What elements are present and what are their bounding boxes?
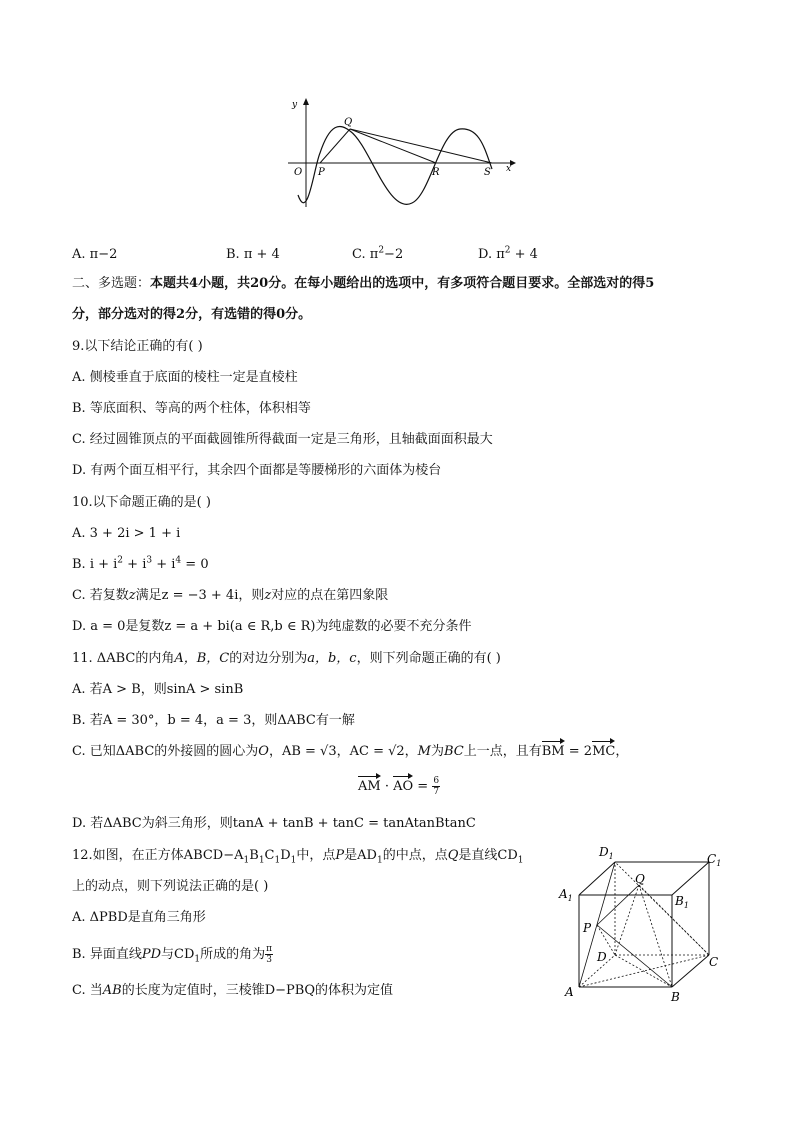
label-x: x bbox=[506, 164, 512, 174]
sine-curve bbox=[298, 126, 492, 204]
q10-option-c: C. 若复数z满足z = −3 + 4i，则z对应的点在第四象限 bbox=[72, 588, 389, 603]
q11-option-b: B. 若A = 30°，b = 4，a = 3，则ΔABC有一解 bbox=[72, 713, 355, 728]
q8-option-c: C. $\pi^2-2$ bbox=[352, 245, 404, 262]
vector-mc: MC bbox=[592, 744, 616, 759]
label-r: R bbox=[432, 167, 440, 178]
cube-label-a1: $A_1$ bbox=[559, 887, 573, 903]
cube-label-q: Q bbox=[635, 872, 645, 886]
sine-graph-figure bbox=[280, 95, 520, 215]
cube-label-a: A bbox=[565, 985, 574, 999]
q11-option-d: D. 若ΔABC为斜三角形，则tanA + tanB + tanC = tanAtanBtanC bbox=[72, 816, 476, 831]
cube-figure bbox=[555, 840, 735, 1010]
y-axis-arrow bbox=[303, 98, 309, 105]
label-q: Q bbox=[344, 117, 353, 128]
segment-q-s bbox=[350, 129, 492, 163]
q9-option-b: B. 等底面积、等高的两个柱体，体积相等 bbox=[72, 401, 311, 416]
q11-option-a: A. 若A > B，则sinA > sinB bbox=[72, 682, 244, 697]
vector-ao: AO bbox=[393, 779, 414, 794]
line-d-b bbox=[615, 955, 672, 987]
q9-stem: 9.以下结论正确的有( ) bbox=[72, 339, 203, 354]
label-s: S bbox=[484, 167, 491, 178]
cube-label-d: D bbox=[597, 950, 607, 964]
q9-option-d: D. 有两个面互相平行，其余四个面都是等腰梯形的六面体为棱台 bbox=[72, 463, 442, 478]
q12-option-a: A. ΔPBD是直角三角形 bbox=[72, 910, 206, 925]
q8-option-a: A. π−2 bbox=[72, 247, 118, 262]
cube-label-b: B bbox=[671, 990, 680, 1004]
q9-option-a: A. 侧棱垂直于底面的棱柱一定是直棱柱 bbox=[72, 370, 298, 385]
q10-option-b: B. $i + i^2 + i^3 + i^4 = 0$ bbox=[72, 555, 209, 572]
section2-header-line1: 二、多选题：本题共4小题，共20分。在每小题给出的选项中，有多项符合题目要求。全部选对的得5 bbox=[72, 276, 655, 291]
vector-bm: BM bbox=[541, 744, 565, 759]
cube-label-d1: $D_1$ bbox=[599, 845, 614, 861]
q8-option-b: B. π + 4 bbox=[226, 247, 280, 262]
label-y: y bbox=[292, 100, 298, 110]
q10-stem: 10.以下命题正确的是( ) bbox=[72, 495, 211, 510]
edge-a1-d1 bbox=[579, 862, 615, 895]
q12-stem-line1: 12.如图，在正方体$ABCD-A_1B_1C_1D_1$中，点P是$AD_1$的中点，点Q是直线$CD_1$ bbox=[72, 848, 524, 866]
line-p-b bbox=[597, 925, 672, 987]
q9-option-c: C. 经过圆锥顶点的平面截圆锥所得截面一定是三角形，且轴截面面积最大 bbox=[72, 432, 493, 447]
edge-b1-c1 bbox=[672, 862, 709, 895]
q11-stem: 11. ΔABC的内角A，B，C的对边分别为a，b，c，则下列命题正确的有( ) bbox=[72, 651, 501, 666]
edge-b-c bbox=[672, 955, 709, 987]
q8-option-d: D. $\pi^2 + 4$ bbox=[478, 245, 538, 262]
cube-label-p: P bbox=[583, 921, 592, 935]
cube-label-b1: $B_1$ bbox=[675, 894, 689, 910]
vector-am: AM bbox=[358, 779, 381, 794]
label-o: O bbox=[294, 167, 303, 178]
cube-label-c: C bbox=[709, 955, 719, 969]
fraction-pi-3: $\frac{\pi}{3}$ bbox=[266, 944, 273, 965]
fraction-6-7: $\frac{6}{7}$ bbox=[433, 776, 440, 797]
cube-label-c1: $C_1$ bbox=[707, 852, 722, 868]
q11-option-c-formula: AM · AO = $\frac{6}{7}$ bbox=[358, 776, 440, 797]
section2-header-line2: 分，部分选对的得2分，有选错的得0分。 bbox=[72, 307, 312, 322]
segment-p-q bbox=[320, 129, 350, 163]
q12-option-b: B. 异面直线PD与$CD_1$所成的角为 $\frac{\pi}{3}$ bbox=[72, 944, 273, 965]
q10-option-d: D. a = 0是复数z = a + bi(a ∈ R,b ∈ R)为纯虚数的必要不充分条件 bbox=[72, 619, 472, 634]
q11-option-c: C. 已知ΔABC的外接圆的圆心为O，AB = √3，AC = √2，M为BC上一点，且有BM = 2MC， bbox=[72, 744, 629, 759]
line-p-q bbox=[597, 885, 639, 925]
q12-stem-line2: 上的动点，则下列说法正确的是( ) bbox=[72, 879, 269, 894]
q12-option-c: C. 当AB的长度为定值时，三棱锥D−PBQ的体积为定值 bbox=[72, 983, 393, 998]
q10-option-a: A. 3 + 2i > 1 + i bbox=[72, 526, 181, 541]
label-p: P bbox=[318, 167, 325, 178]
